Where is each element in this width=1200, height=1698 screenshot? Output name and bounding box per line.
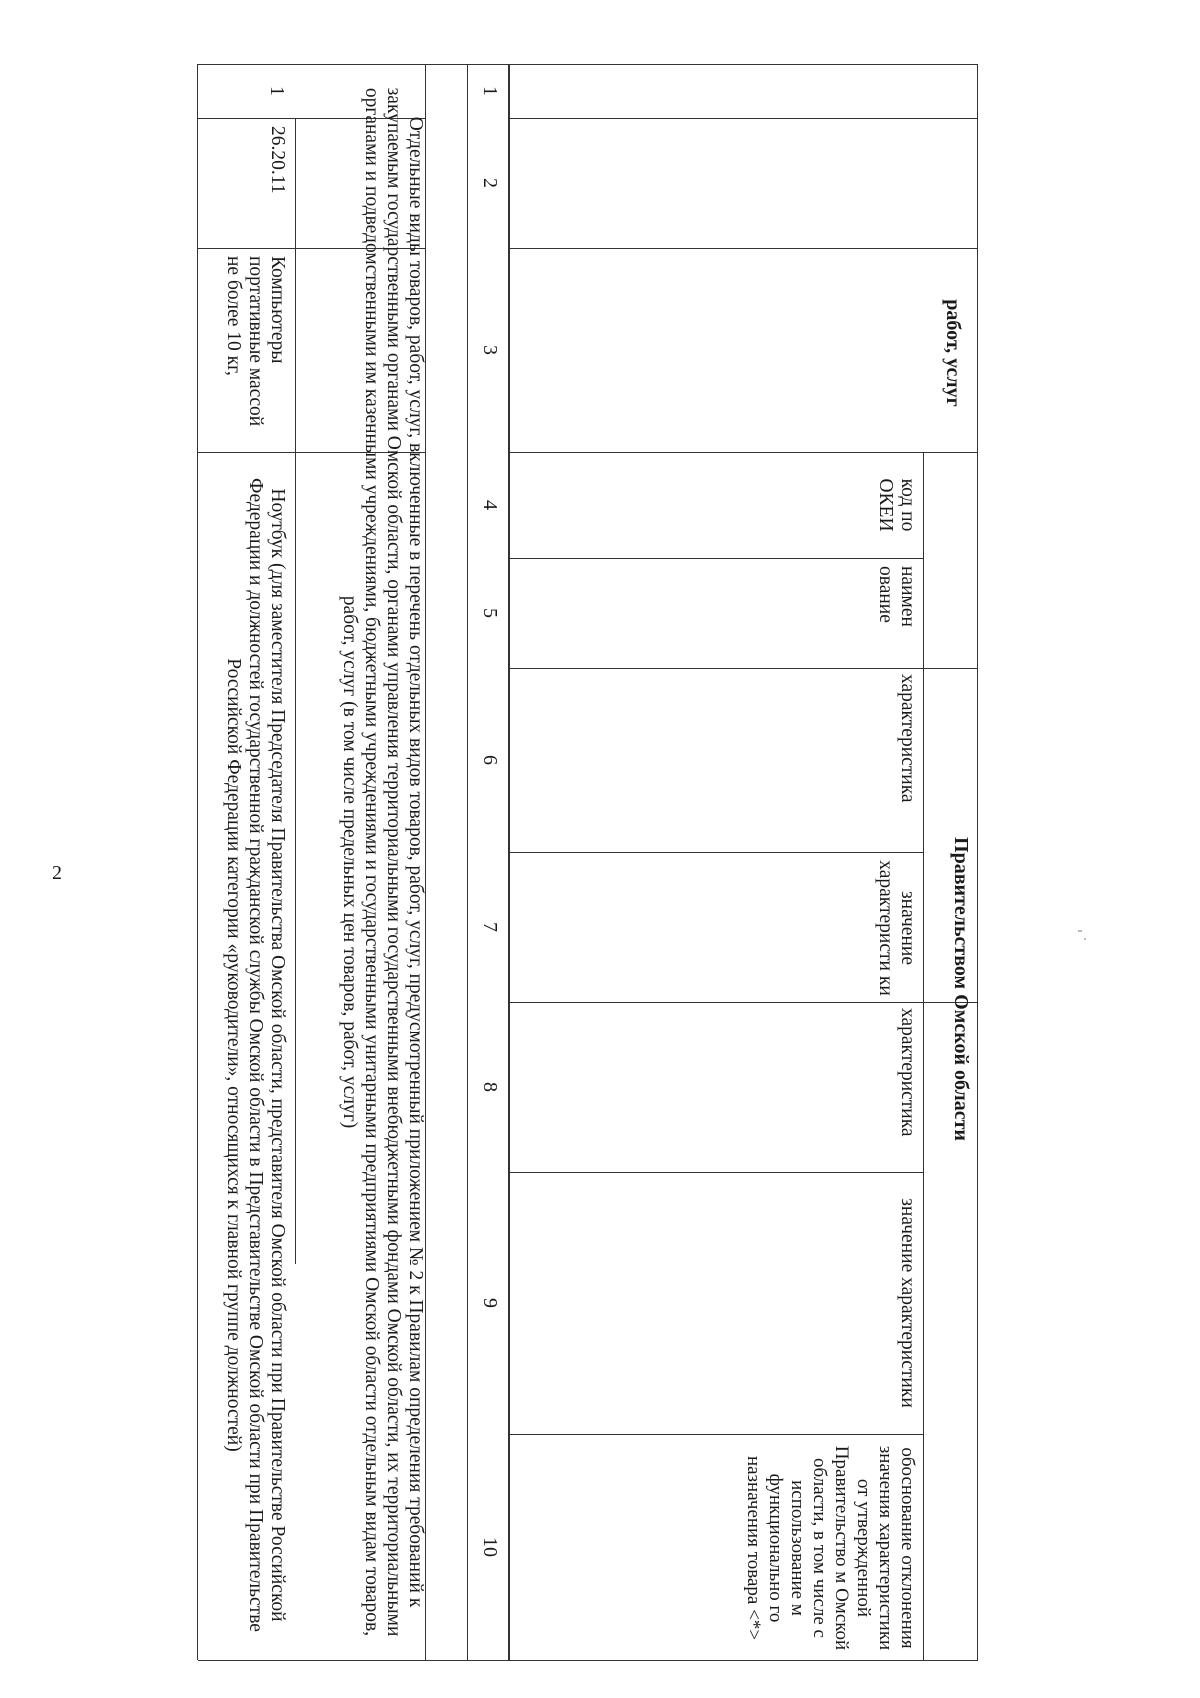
col-divider [510, 1172, 924, 1173]
row-subgroup: Ноутбук (для заместителя Председателя Правительства Омской области, представителя Омской области при Правительстве Российской Федерации и должностей государственной гражданской службы Омской области в Представительстве Омской области при Правительстве Российской Федерации категории «руководители», относящихся к главной группе должностей) [223, 478, 288, 1632]
row-name: Компьютеры портативные массой не более 10 кг, [223, 256, 288, 427]
table-border-left [198, 64, 978, 65]
header-bottom [508, 64, 510, 1660]
col-number: 3 [479, 345, 501, 355]
col-number: 7 [479, 922, 501, 932]
header-divider [923, 668, 924, 1002]
col-number: 1 [479, 86, 501, 96]
col-divider [510, 558, 924, 559]
scan-speck [1078, 930, 1082, 932]
table-border-right [198, 1660, 978, 1661]
col-number: 10 [479, 1537, 501, 1557]
page-number: 2 [52, 862, 62, 884]
row-number: 1 [266, 86, 288, 96]
col-number: 6 [479, 755, 501, 765]
section-description: Отдельные виды товаров, работ, услуг, включенные в перечень отдельных видов товаров, работ, услуг, предусмотренный приложением № 2 к Правилам определения требований к закупаемым государственными органами Омской области, органами управления территориальными государственными внебюджетными фондами Омской области, их территориальными органами и подведомственными им казенными учреждениями, бюджетными учреждениями и государственными унитарными предприятиями Омской области отдельным видам товаров, работ, услуг (в том числе предельных цен товаров, работ, услуг) [339, 87, 426, 1637]
rotated-table [198, 64, 978, 1660]
col-divider [510, 852, 924, 853]
col-divider [510, 248, 978, 249]
col-divider [510, 118, 978, 119]
header-value-9: значение характеристики [897, 1198, 918, 1408]
row-code: 26.20.11 [267, 126, 288, 194]
header-justification-10: обоснование отклонения значения характеристики от утвержденной Правительство м Омской области, в том числе с использование м функционально го назначения товара <*> [743, 1445, 918, 1651]
table-border-top [977, 64, 978, 1660]
scan-speck [1084, 938, 1086, 940]
col-number: 9 [479, 1298, 501, 1308]
col-divider [510, 668, 978, 669]
header-name: наимен ование [875, 566, 918, 627]
table-border-bottom [197, 64, 198, 1660]
header-value-7: значение характеристи ки [875, 860, 918, 996]
col-number: 4 [479, 500, 501, 510]
header-divider [923, 452, 924, 1660]
col-divider [510, 1434, 924, 1435]
header-approved-group: Правительством Омской области [950, 837, 972, 1141]
header-characteristic-6: характеристика [897, 674, 918, 803]
col-divider [510, 1002, 978, 1003]
header-okei-code: код по ОКЕИ [875, 478, 918, 532]
header-works-services: работ, услуг [942, 299, 964, 407]
col-number: 2 [479, 178, 501, 188]
col-divider [510, 452, 978, 453]
numbers-bottom [467, 64, 468, 1660]
col-number: 8 [479, 1082, 501, 1092]
header-characteristic-8: характеристика [897, 1008, 918, 1137]
col-number: 5 [479, 608, 501, 618]
